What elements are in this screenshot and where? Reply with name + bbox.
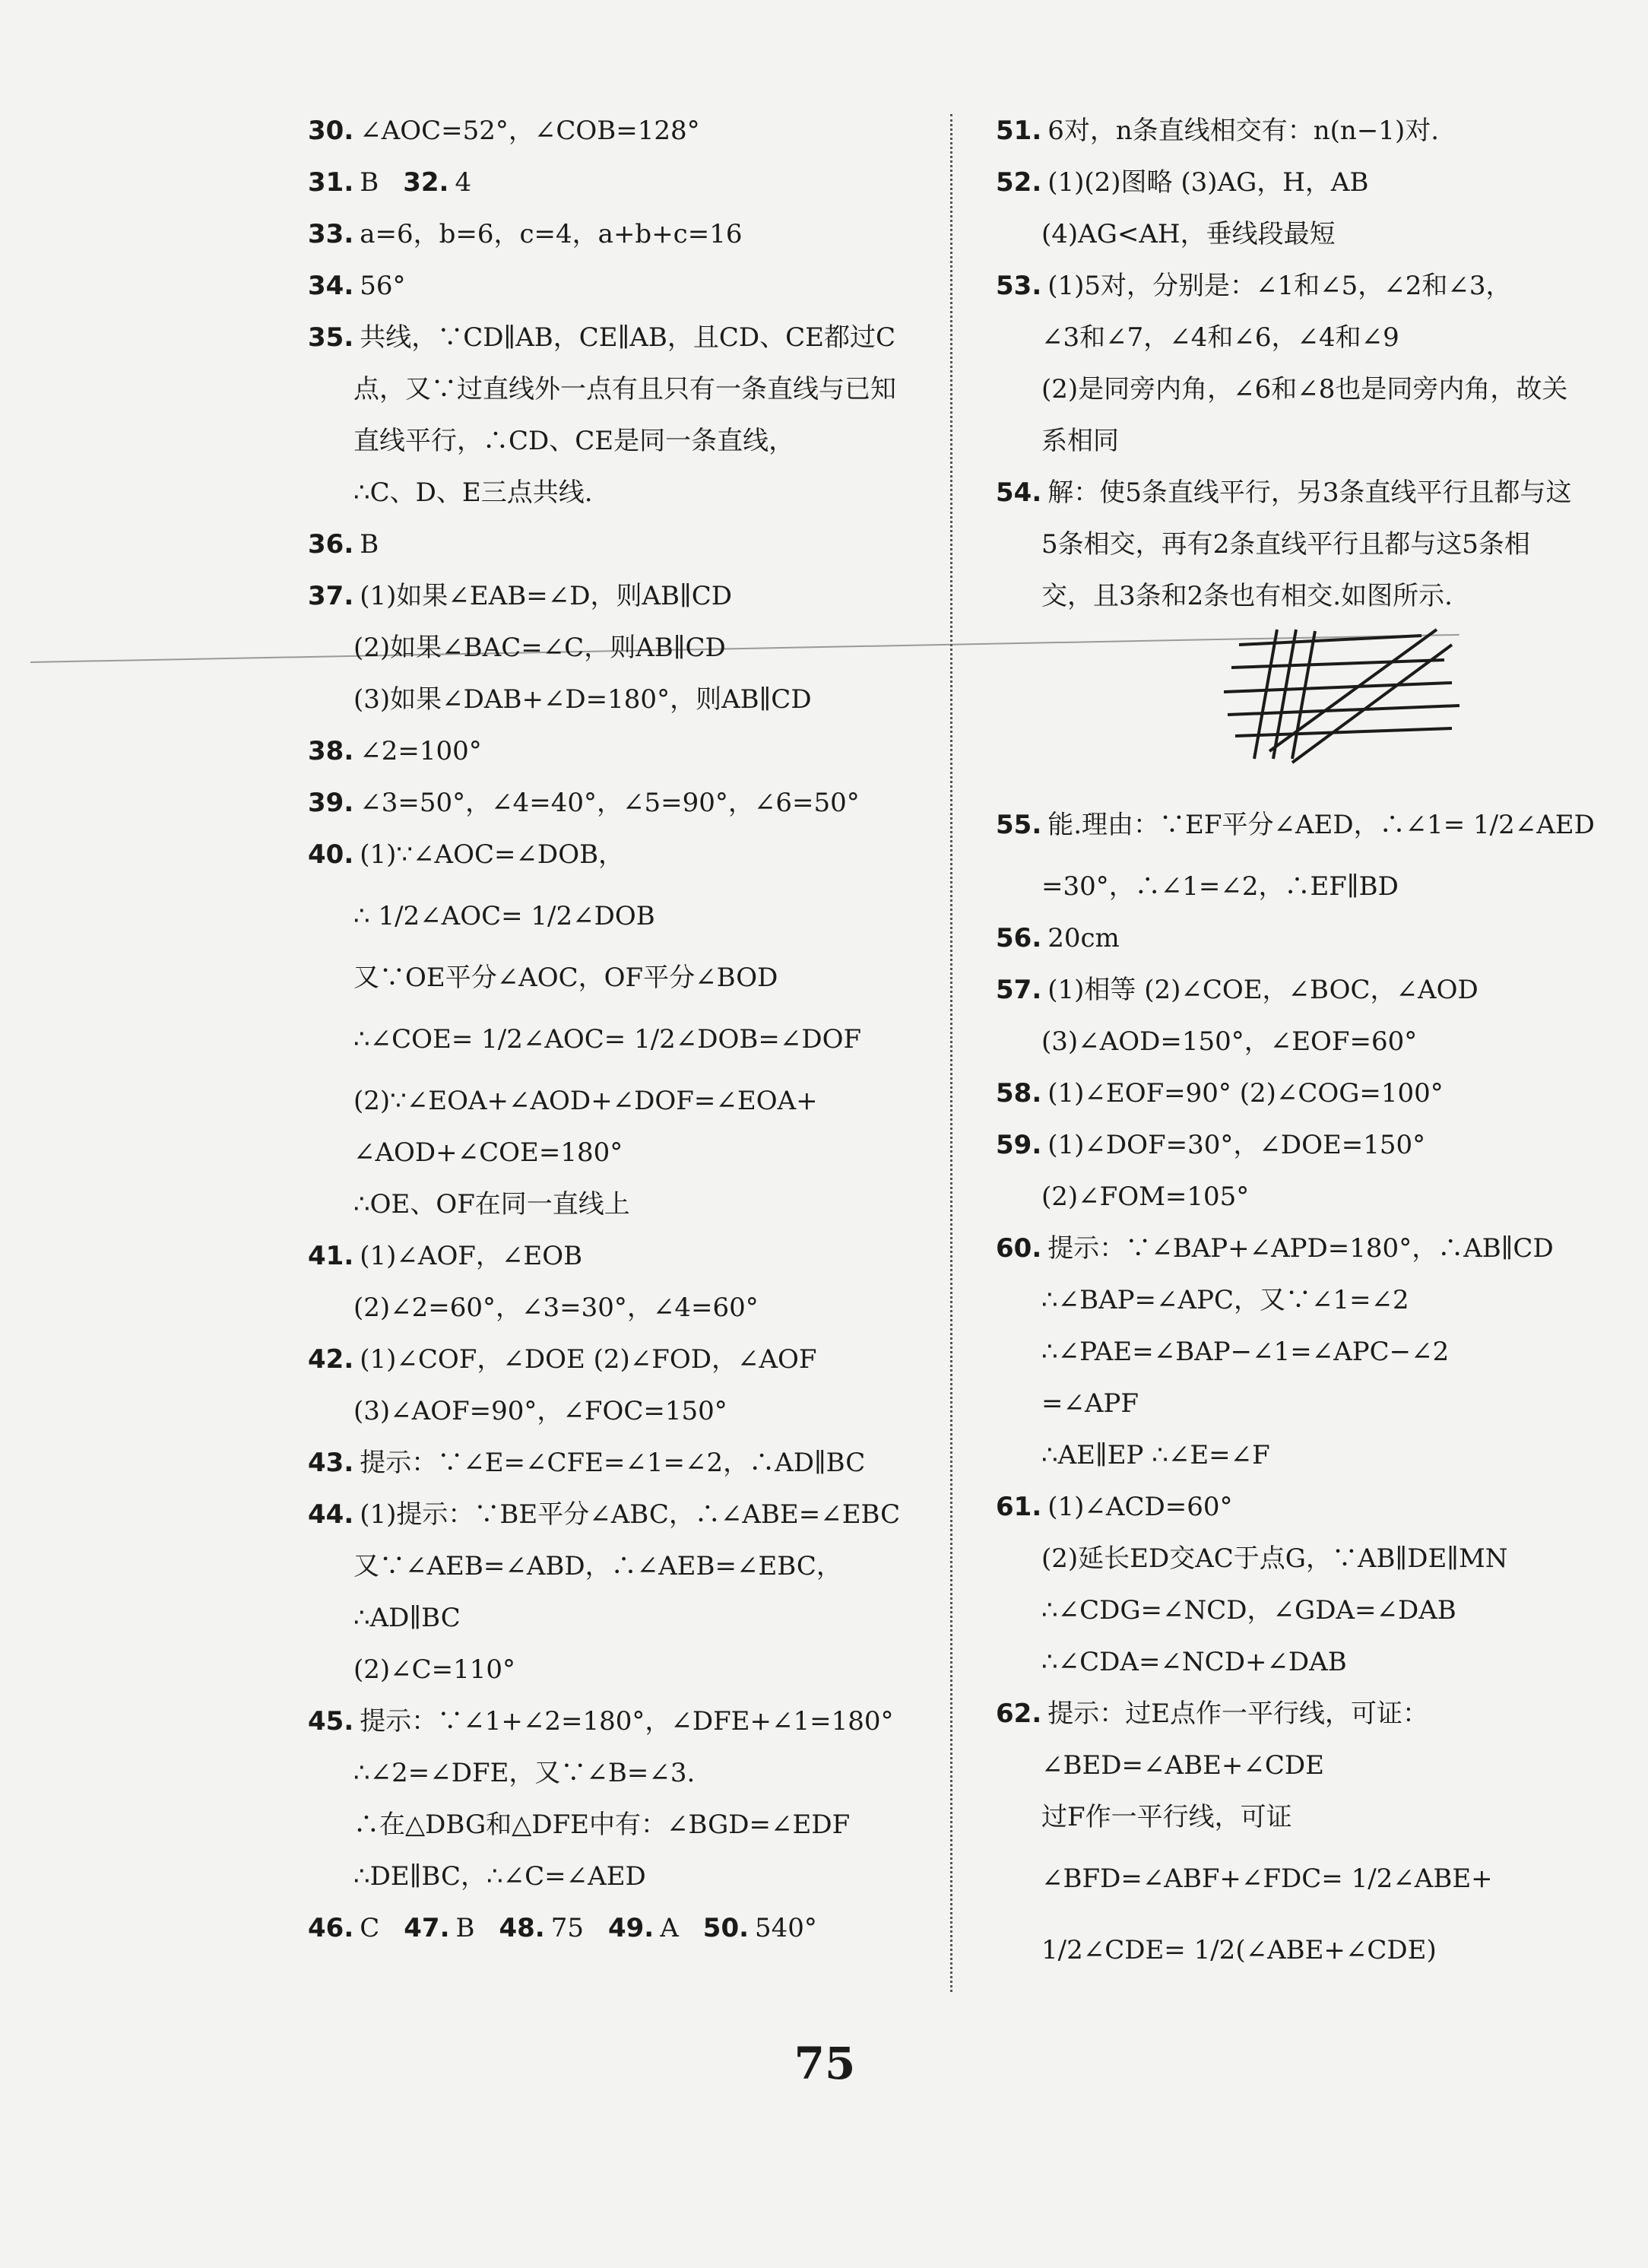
answer-text: B <box>360 529 379 560</box>
question-number: 47. <box>404 1913 450 1943</box>
answer-text: 又∵∠AEB=∠ABD，∴∠AEB=∠EBC， <box>353 1551 842 1581</box>
question-number: 46. <box>308 1913 354 1943</box>
answer-line <box>308 1282 962 1334</box>
figure-svg <box>1224 622 1467 766</box>
question-number: 48. <box>499 1913 545 1943</box>
question-number: 45. <box>308 1706 354 1737</box>
question-number: 30. <box>308 116 354 146</box>
question-number: 57. <box>996 975 1042 1005</box>
answer-line <box>996 1914 1619 1986</box>
answer-text: ∴OE、OF在同一直线上 <box>353 1189 630 1220</box>
question-number: 61. <box>996 1492 1042 1522</box>
answer-line <box>996 1740 1619 1791</box>
answer-text: (2)是同旁内角，∠6和∠8也是同旁内角，故关 <box>1041 374 1568 404</box>
answer-text: 540° <box>755 1913 817 1943</box>
answer-text: ∴∠PAE=∠BAP−∠1=∠APC−∠2 <box>1041 1337 1450 1367</box>
answer-line <box>996 789 1619 861</box>
question-number: 59. <box>996 1130 1042 1160</box>
answer-line <box>996 467 1619 519</box>
parallel-lines-figure <box>996 622 1619 789</box>
answer-text: 56° <box>360 271 406 301</box>
answer-line <box>308 829 962 880</box>
answer-text: ∴∠CDA=∠NCD+∠DAB <box>1041 1647 1347 1677</box>
answer-line <box>996 363 1619 415</box>
page-number: 75 <box>794 2038 856 2089</box>
answer-line <box>308 1385 962 1437</box>
answer-line <box>308 105 962 157</box>
answer-text: (1)∠DOF=30°，∠DOE=150° <box>1047 1130 1426 1160</box>
answer-text: 提示：∵∠BAP+∠APD=180°，∴AB∥CD <box>1047 1233 1554 1264</box>
answer-text: 点，又∵过直线外一点有且只有一条直线与已知 <box>353 374 896 404</box>
answer-line <box>308 1902 962 1954</box>
answer-text: 共线，∵CD∥AB，CE∥AB，且CD、CE都过C <box>360 322 895 353</box>
answer-text: (2)延长ED交AC于点G，∵AB∥DE∥MN <box>1041 1543 1508 1574</box>
answer-text: ∴在△DBG和△DFE中有：∠BGD=∠EDF <box>353 1810 851 1840</box>
answer-text: C <box>360 1913 380 1943</box>
answer-text: 20cm <box>1047 923 1120 953</box>
figure-line <box>1292 631 1315 759</box>
answer-line <box>308 415 962 467</box>
answer-line <box>996 1429 1619 1481</box>
answer-text: A <box>660 1913 679 1943</box>
question-number: 58. <box>996 1078 1042 1109</box>
answer-text: (1)∠COF，∠DOE (2)∠FOD，∠AOF <box>360 1344 817 1375</box>
answer-line <box>996 861 1619 912</box>
answer-line <box>308 363 962 415</box>
answer-line <box>996 1274 1619 1326</box>
answer-line <box>996 1688 1619 1740</box>
answer-line <box>308 1004 962 1075</box>
answer-text: (1)∠EOF=90° (2)∠COG=100° <box>1047 1078 1444 1109</box>
question-number: 38. <box>308 736 354 766</box>
answer-line <box>308 1437 962 1489</box>
answer-line <box>308 1851 962 1902</box>
answer-text: (1)5对，分别是：∠1和∠5，∠2和∠3， <box>1047 271 1512 301</box>
question-number: 32. <box>403 167 449 198</box>
figure-line <box>1235 728 1452 736</box>
answer-line <box>996 1584 1619 1636</box>
answer-line <box>996 964 1619 1016</box>
answer-text: (1)相等 (2)∠COE，∠BOC，∠AOD <box>1047 975 1478 1005</box>
answer-line <box>308 1747 962 1799</box>
answer-text: =30°，∴∠1=∠2，∴EF∥BD <box>1041 871 1399 902</box>
answer-line <box>308 312 962 363</box>
answer-line <box>996 1378 1619 1429</box>
answer-line <box>308 1644 962 1695</box>
question-number: 31. <box>308 167 354 198</box>
answer-text: 解：使5条直线平行，另3条直线平行且都与这 <box>1047 477 1572 508</box>
answer-line <box>996 1326 1619 1378</box>
answer-text: (2)∵∠EOA+∠AOD+∠DOF=∠EOA+ <box>353 1086 818 1116</box>
answer-text: B <box>455 1913 475 1943</box>
answer-line <box>996 157 1619 208</box>
answer-line <box>996 1223 1619 1274</box>
question-number: 39. <box>308 788 354 818</box>
question-number: 56. <box>996 923 1042 953</box>
answer-line <box>308 519 962 570</box>
answer-text: ∴∠CDG=∠NCD，∠GDA=∠DAB <box>1041 1595 1456 1626</box>
answer-line <box>308 1178 962 1230</box>
answer-line <box>308 1799 962 1851</box>
answer-line <box>996 1843 1619 1914</box>
answer-text: 提示：∵∠E=∠CFE=∠1=∠2，∴AD∥BC <box>360 1448 866 1478</box>
answer-text: 提示：∵∠1+∠2=180°，∠DFE+∠1=180° <box>360 1706 894 1737</box>
answer-line <box>996 1067 1619 1119</box>
question-number: 52. <box>996 167 1042 198</box>
figure-line <box>1224 683 1452 692</box>
answer-text: ∠3=50°，∠4=40°，∠5=90°，∠6=50° <box>360 788 860 818</box>
answer-text: B <box>360 167 379 198</box>
question-number: 60. <box>996 1233 1042 1264</box>
question-number: 54. <box>996 477 1042 508</box>
answer-line <box>308 1695 962 1747</box>
answer-line <box>308 1592 962 1644</box>
answer-line <box>308 208 962 260</box>
answer-text: ∴AE∥EP ∴∠E=∠F <box>1041 1440 1270 1470</box>
answer-line <box>308 1334 962 1385</box>
figure-line <box>1239 636 1421 645</box>
answer-text: ∠2=100° <box>360 736 482 766</box>
answer-text: ∠BFD=∠ABF+∠FDC= 1/2∠ABE+ <box>1041 1864 1493 1894</box>
question-number: 62. <box>996 1699 1042 1729</box>
answer-text: 又∵OE平分∠AOC，OF平分∠BOD <box>353 963 778 993</box>
answer-line <box>996 570 1619 622</box>
answer-text: (1)提示：∵BE平分∠ABC，∴∠ABE=∠EBC <box>360 1499 901 1530</box>
answer-text: (2)如果∠BAC=∠C，则AB∥CD <box>353 633 726 663</box>
answer-line <box>308 1127 962 1178</box>
answer-line <box>996 1791 1619 1843</box>
answer-line <box>308 1540 962 1592</box>
answer-text: 直线平行，∴CD、CE是同一条直线， <box>353 426 795 456</box>
question-number: 51. <box>996 116 1042 146</box>
answer-text: 6对，n条直线相交有：n(n−1)对. <box>1047 116 1440 146</box>
answer-text: ∠3和∠7，∠4和∠6，∠4和∠9 <box>1041 322 1399 353</box>
answer-line <box>308 777 962 829</box>
answer-text: 系相同 <box>1041 426 1119 456</box>
answer-line <box>308 570 962 622</box>
question-number: 37. <box>308 581 354 611</box>
answer-line <box>996 1119 1619 1171</box>
answer-line <box>308 622 962 674</box>
right-column <box>996 105 1619 1986</box>
question-number: 40. <box>308 839 354 870</box>
answer-line <box>996 260 1619 312</box>
answer-text: (1)(2)图略 (3)AG，H，AB <box>1047 167 1369 198</box>
answer-line <box>308 260 962 312</box>
answer-text: 75 <box>550 1913 584 1943</box>
left-column <box>308 105 962 1954</box>
answer-text: ∴AD∥BC <box>353 1603 461 1633</box>
figure-line <box>1231 660 1444 668</box>
answer-text: 能.理由：∵EF平分∠AED，∴∠1= 1/2∠AED <box>1047 810 1595 840</box>
question-number: 49. <box>607 1913 654 1943</box>
question-number: 34. <box>308 271 354 301</box>
answer-text: (3)∠AOF=90°，∠FOC=150° <box>353 1396 727 1426</box>
answer-text: 过F作一平行线，可证 <box>1041 1802 1292 1832</box>
answer-text: ∴∠2=∠DFE，又∵∠B=∠3. <box>353 1758 696 1788</box>
answer-line <box>308 1075 962 1127</box>
answer-line <box>996 1636 1619 1688</box>
answer-line <box>996 415 1619 467</box>
answer-text: =∠APF <box>1041 1388 1139 1419</box>
answer-text: (2)∠2=60°，∠3=30°，∠4=60° <box>353 1293 759 1323</box>
answer-line <box>308 1489 962 1540</box>
answer-line <box>308 157 962 208</box>
answer-text: 1/2∠CDE= 1/2(∠ABE+∠CDE) <box>1041 1935 1437 1965</box>
question-number: 53. <box>996 271 1042 301</box>
answer-line <box>996 1533 1619 1584</box>
question-number: 55. <box>996 810 1042 840</box>
answer-text: ∠AOD+∠COE=180° <box>353 1137 623 1168</box>
answer-line <box>996 312 1619 363</box>
answer-text: (2)∠FOM=105° <box>1041 1182 1250 1212</box>
answer-text: ∠BED=∠ABE+∠CDE <box>1041 1750 1324 1781</box>
answer-text: a=6，b=6，c=4，a+b+c=16 <box>360 219 743 249</box>
answer-line <box>996 105 1619 157</box>
answer-text: ∴∠COE= 1/2∠AOC= 1/2∠DOB=∠DOF <box>353 1024 862 1055</box>
answer-line <box>308 674 962 725</box>
answer-text: (3)∠AOD=150°，∠EOF=60° <box>1041 1026 1418 1057</box>
question-number: 33. <box>308 219 354 249</box>
answer-text: ∠AOC=52°，∠COB=128° <box>360 116 700 146</box>
answer-line <box>996 1016 1619 1067</box>
answer-text: 提示：过E点作一平行线，可证： <box>1047 1699 1429 1729</box>
answer-line <box>996 208 1619 260</box>
answer-line <box>996 1171 1619 1223</box>
question-number: 44. <box>308 1499 354 1530</box>
answer-text: ∴DE∥BC，∴∠C=∠AED <box>353 1861 646 1892</box>
question-number: 35. <box>308 322 354 353</box>
answer-line <box>308 880 962 952</box>
answer-text: ∴C、D、E三点共线. <box>353 477 593 508</box>
question-number: 43. <box>308 1448 354 1478</box>
figure-line <box>1254 630 1277 759</box>
answer-line <box>308 467 962 519</box>
answer-line <box>996 519 1619 570</box>
answer-line <box>308 725 962 777</box>
answer-line <box>308 1230 962 1282</box>
answer-text: (1)如果∠EAB=∠D，则AB∥CD <box>360 581 732 611</box>
answer-text: 5条相交，再有2条直线平行且都与这5条相 <box>1041 529 1530 560</box>
question-number: 41. <box>308 1241 354 1271</box>
answer-text: (1)∠AOF，∠EOB <box>360 1241 583 1271</box>
answer-text: (4)AG<AH，垂线段最短 <box>1041 219 1336 249</box>
answer-text: 交，且3条和2条也有相交.如图所示. <box>1041 581 1453 611</box>
question-number: 42. <box>308 1344 354 1375</box>
question-number: 36. <box>308 529 354 560</box>
answer-text: (2)∠C=110° <box>353 1654 516 1685</box>
question-number: 50. <box>702 1913 750 1943</box>
answer-text: (3)如果∠DAB+∠D=180°，则AB∥CD <box>353 684 812 715</box>
answer-line <box>308 952 962 1004</box>
answer-text: 4 <box>455 167 472 198</box>
answer-text: ∴ 1/2∠AOC= 1/2∠DOB <box>353 901 655 931</box>
answer-line <box>996 1481 1619 1533</box>
answer-line <box>996 912 1619 964</box>
answer-text: (1)∠ACD=60° <box>1047 1492 1233 1522</box>
answer-text: ∴∠BAP=∠APC，又∵∠1=∠2 <box>1041 1285 1409 1315</box>
answer-text: (1)∵∠AOC=∠DOB， <box>360 839 625 870</box>
